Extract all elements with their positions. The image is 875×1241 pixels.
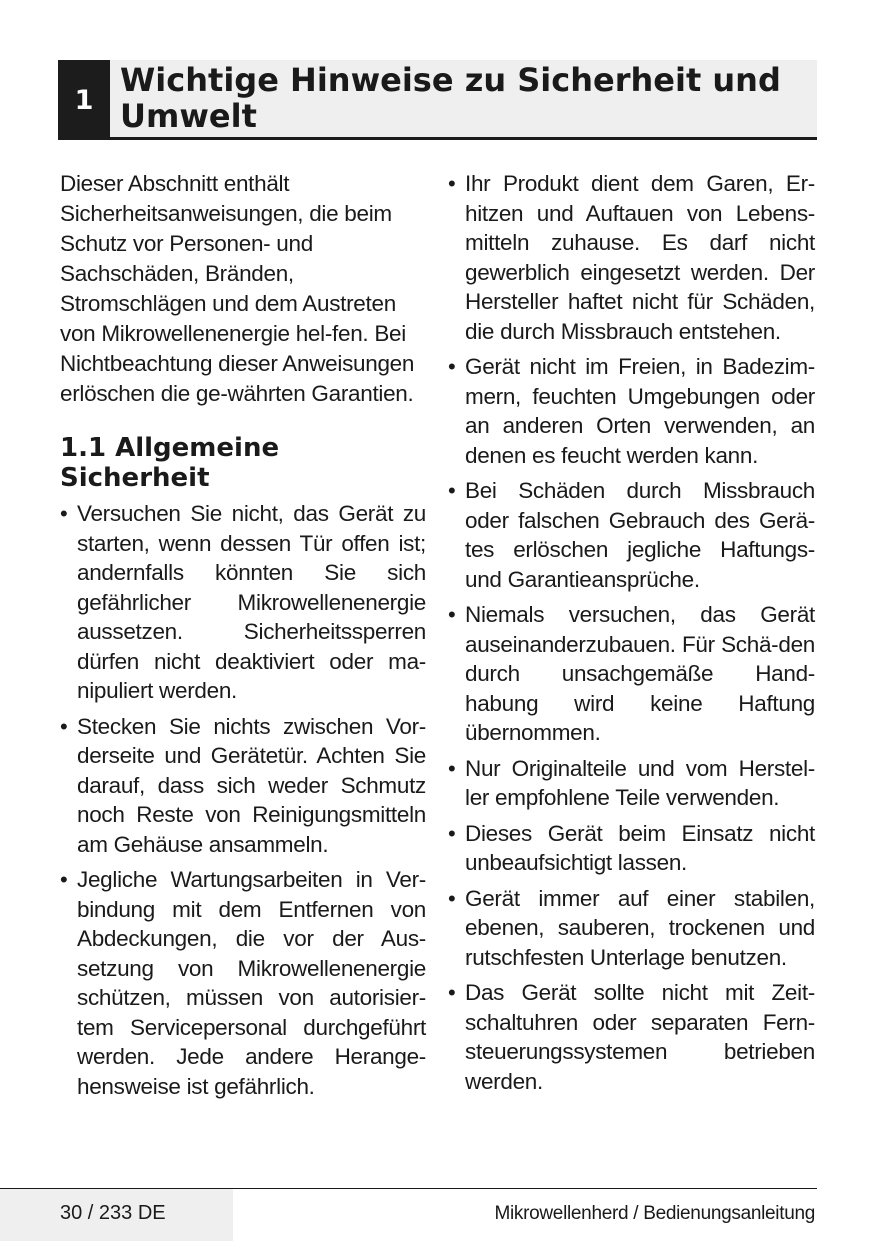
bullet-icon: • xyxy=(448,478,456,503)
bullet-icon: • xyxy=(60,867,68,892)
list-item xyxy=(448,754,815,813)
list-item xyxy=(60,712,426,860)
list-item xyxy=(448,476,815,594)
list-item-text: Gerät immer auf einer stabilen, ebenen, sauberen, trockenen und rutschfesten Unterlage benutzen. xyxy=(465,885,815,970)
list-item xyxy=(60,499,426,706)
chapter-number-badge xyxy=(58,60,110,140)
list-item-text: Niemals versuchen, das Gerät auseinanderzubauen. Für Schä-den durch unsachgemäße Hand-habung wird keine Haftung übernommen. xyxy=(465,602,815,745)
list-item-text: Jegliche Wartungsarbeiten in Ver-bindung mit dem Entfernen von Abdeckungen, die vor der Aus-setzung von Mikrowellenenergie schützen, müssen von autorisier-tem Servicepersonal durchgeführt werden. Jede andere Herange-hensweise ist gefährlich. xyxy=(77,867,426,1099)
list-item-text: Dieses Gerät beim Einsatz nicht unbeaufsichtigt lassen. xyxy=(465,820,815,875)
list-item-text: Ihr Produkt dient dem Garen, Er-hitzen und Auftauen von Lebens-mitteln zuhause. Es darf nicht gewerblich eingesetzt werden. Der Hersteller haftet nicht für Schäden, die durch Missbrauch entstehen. xyxy=(465,171,815,344)
bullet-icon: • xyxy=(448,354,456,379)
list-item xyxy=(60,865,426,1101)
list-item xyxy=(448,978,815,1096)
chapter-header-rule xyxy=(58,137,817,140)
section-title: 1.1 Allgemeine Sicherheit xyxy=(60,433,280,493)
chapter-number: 1 xyxy=(74,84,94,116)
list-item-text: Bei Schäden durch Missbrauch oder falschen Gebrauch des Gerä-tes erlöschen jegliche Haftungs- und Garantieansprüche. xyxy=(465,478,815,592)
document-title: Mikrowellenherd / Bedienungsanleitung xyxy=(494,1203,815,1224)
page-number: 30 / 233 DE xyxy=(60,1202,166,1224)
list-item-text: Das Gerät sollte nicht mit Zeit-schaltuhren oder separaten Fern-steuerungssystemen betrieben werden. xyxy=(465,980,815,1094)
list-item xyxy=(448,884,815,973)
chapter-title: Wichtige Hinweise zu Sicherheit und Umwelt xyxy=(120,61,781,135)
bullet-icon: • xyxy=(448,820,456,846)
bullet-icon: • xyxy=(448,602,456,627)
list-item xyxy=(448,352,815,470)
list-item-text: Versuchen Sie nicht, das Gerät zu starten, wenn dessen Tür offen ist; andernfalls könnten Sie sich gefährlicher Mikrowellenenergie aussetzen. Sicherheitssperren dürfen nicht deaktiviert oder ma-nipuliert werden. xyxy=(77,501,426,703)
left-bullet-list xyxy=(60,499,426,1101)
right-bullet-list xyxy=(448,169,815,1096)
intro-paragraph: Dieser Abschnitt enthält Sicherheitsanweisungen, die beim Schutz vor Personen- und Sachschäden, Bränden, Stromschlägen und dem Austreten von Mikrowellenenergie hel-fen. Bei Nichtbeachtung dieser Anweisungen erlöschen die ge-währten Garantien. xyxy=(60,171,415,406)
bullet-icon: • xyxy=(448,171,456,196)
list-item-text: Nur Originalteile und vom Herstel-ler empfohlene Teile verwenden. xyxy=(465,755,815,810)
bullet-icon: • xyxy=(448,885,456,911)
bullet-icon: • xyxy=(448,980,456,1005)
list-item xyxy=(448,169,815,346)
bullet-icon: • xyxy=(448,755,456,781)
bullet-icon: • xyxy=(60,501,68,526)
list-item xyxy=(448,600,815,748)
list-item-text: Gerät nicht im Freien, in Badezim-mern, feuchten Umgebungen oder an anderen Orten verwenden, an denen es feucht werden kann. xyxy=(465,354,815,468)
bullet-icon: • xyxy=(60,713,68,739)
right-column xyxy=(448,169,815,1102)
list-item-text: Stecken Sie nichts zwischen Vor-derseite und Gerätetür. Achten Sie darauf, dass sich weder Schmutz noch Reste von Reinigungsmitteln am Gehäuse ansammeln. xyxy=(77,713,426,857)
list-item xyxy=(448,819,815,878)
left-column xyxy=(60,169,426,1107)
